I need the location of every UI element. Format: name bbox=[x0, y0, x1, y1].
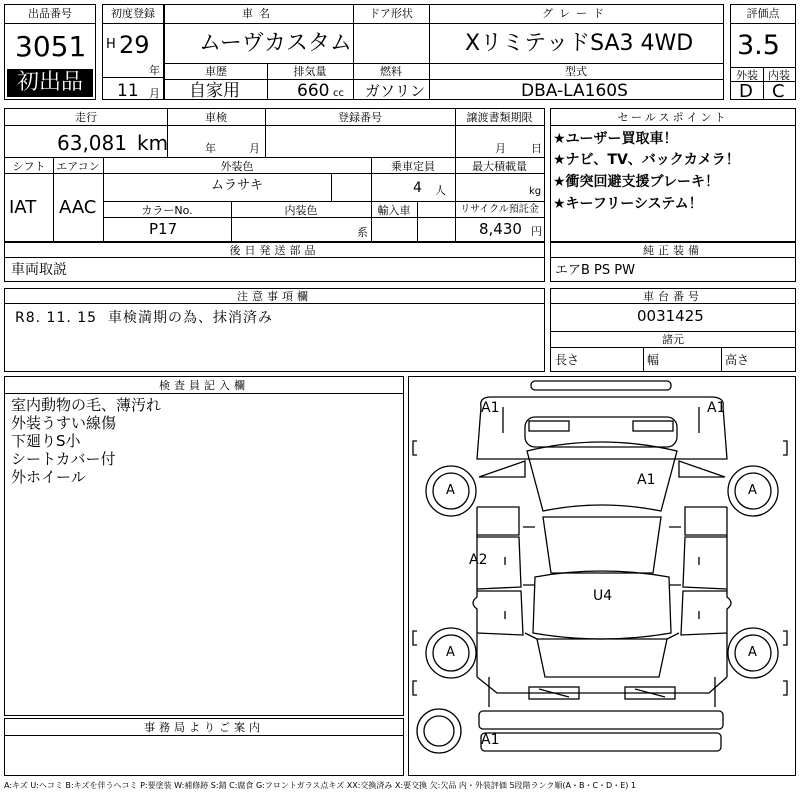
damage-rear: A1 bbox=[481, 732, 500, 748]
mileage-label: 走行 bbox=[75, 111, 97, 124]
score-box bbox=[730, 4, 796, 100]
inspector-line-4: シートカバー付 bbox=[11, 450, 116, 468]
color-value: ムラサキ bbox=[211, 178, 264, 193]
score-value: 3.5 bbox=[737, 30, 780, 61]
sales-point-2: ★ナビ、TV、バックカメラ！ bbox=[553, 152, 740, 168]
registration-year: 29 bbox=[119, 31, 150, 59]
height-label: 高さ bbox=[725, 353, 750, 367]
width-label: 幅 bbox=[647, 353, 660, 367]
mileage-value: 63,081 bbox=[57, 131, 127, 155]
shift-label: シフト bbox=[12, 160, 46, 173]
length-label: 長さ bbox=[555, 353, 580, 367]
capacity-value: 4 bbox=[413, 180, 422, 196]
sales-point-1: ★ユーザー買取車！ bbox=[553, 131, 678, 147]
capacity-label: 乗車定員 bbox=[391, 160, 435, 173]
transfer-day-unit: 日 bbox=[531, 142, 542, 155]
door-label: ドア形状 bbox=[369, 7, 413, 20]
transfer-label: 譲渡書類期限 bbox=[466, 111, 533, 124]
damage-diagram-box bbox=[408, 376, 796, 776]
car-name-label: 車名 bbox=[242, 7, 276, 20]
damage-left-side: A2 bbox=[469, 552, 488, 568]
damage-wheel-rl: A bbox=[446, 645, 455, 660]
chassis-title: 車台番号 bbox=[643, 290, 703, 303]
inspector-line-3: 下廻りS小 bbox=[11, 432, 81, 450]
mileage-unit: km bbox=[137, 131, 169, 155]
import-label: 輸入車 bbox=[377, 204, 411, 217]
inspection-year-unit: 年 bbox=[205, 142, 216, 155]
grade-label: グレード bbox=[542, 7, 610, 20]
grade-value: XリミテッドSA3 4WD bbox=[465, 31, 694, 56]
model-value: DBA-LA160S bbox=[521, 81, 628, 101]
later-parts-title: 後日発送部品 bbox=[229, 244, 320, 257]
inspector-line-5: 外ホイール bbox=[11, 468, 86, 486]
damage-front-right: A1 bbox=[707, 400, 726, 416]
later-parts-value: 車両取説 bbox=[11, 262, 67, 278]
genuine-equipment-box bbox=[550, 242, 796, 282]
genuine-equipment-title: 純正装備 bbox=[643, 244, 703, 257]
color-label: 外装色 bbox=[220, 160, 254, 173]
model-label: 型式 bbox=[565, 65, 587, 78]
genuine-equipment-value: エアB PS PW bbox=[555, 263, 635, 278]
lot-label: 出品番号 bbox=[28, 7, 72, 20]
office-title: 事務局よりご案内 bbox=[144, 721, 264, 734]
damage-front-left: A1 bbox=[481, 400, 500, 416]
capacity-unit: 人 bbox=[435, 184, 446, 197]
chassis-box bbox=[550, 288, 796, 372]
registration-label: 初度登録 bbox=[111, 7, 155, 20]
interior-color-label: 内装色 bbox=[284, 204, 318, 217]
inspector-title: 検査員記入欄 bbox=[159, 379, 249, 392]
dimensions-title: 諸元 bbox=[662, 333, 684, 346]
exterior-grade: D bbox=[739, 81, 753, 102]
vehicle-info-box bbox=[164, 4, 724, 100]
load-unit: kg bbox=[529, 186, 542, 197]
transfer-month-unit: 月 bbox=[495, 142, 506, 155]
era: H bbox=[106, 37, 116, 52]
color-no-label: カラーNo. bbox=[141, 204, 193, 217]
inspector-line-2: 外装うすい線傷 bbox=[11, 414, 117, 432]
interior-color-unit: 系 bbox=[357, 226, 368, 239]
registration-box bbox=[102, 4, 164, 100]
inspector-line-1: 室内動物の毛、薄汚れ bbox=[11, 396, 162, 414]
sales-point-3: ★衝突回避支援ブレーキ！ bbox=[553, 174, 719, 190]
month-unit: 月 bbox=[149, 87, 160, 100]
car-name: ムーヴカスタム bbox=[199, 31, 352, 56]
load-label: 最大積載量 bbox=[472, 160, 527, 173]
damage-wheel-rr: A bbox=[748, 645, 757, 660]
lot-number-box bbox=[4, 4, 96, 100]
chassis-value: 0031425 bbox=[637, 307, 704, 325]
reg-no-label: 登録番号 bbox=[338, 111, 382, 124]
notes-box bbox=[4, 288, 545, 372]
sales-point-4: ★キーフリーシステム！ bbox=[553, 196, 703, 212]
inspection-label: 車検 bbox=[205, 111, 227, 124]
history-label: 車歴 bbox=[205, 65, 227, 78]
history-value: 自家用 bbox=[189, 81, 240, 101]
first-listing-badge: 初出品 bbox=[7, 69, 93, 97]
recycle-unit: 円 bbox=[531, 225, 542, 238]
inspection-month-unit: 月 bbox=[249, 142, 260, 155]
score-label: 評価点 bbox=[746, 7, 780, 20]
exterior-label: 外装 bbox=[736, 69, 758, 82]
damage-wheel-fr: A bbox=[748, 483, 757, 498]
year-unit: 年 bbox=[149, 64, 160, 77]
ac-value: AAC bbox=[59, 197, 97, 218]
interior-grade: C bbox=[772, 81, 785, 102]
sales-points-box bbox=[550, 108, 796, 242]
car-diagram bbox=[409, 377, 795, 775]
later-parts-box bbox=[4, 242, 545, 282]
lot-number: 3051 bbox=[15, 30, 87, 63]
notes-value: R8. 11. 15 車検満期の為、抹消済み bbox=[15, 310, 273, 326]
displacement-value: 660 bbox=[297, 81, 330, 101]
registration-month: 11 bbox=[117, 81, 139, 101]
fuel-value: ガソリン bbox=[365, 82, 426, 100]
fuel-label: 燃料 bbox=[380, 65, 402, 78]
color-no-value: P17 bbox=[149, 220, 178, 238]
sales-points-title: セールスポイント bbox=[617, 111, 729, 124]
damage-cabin: U4 bbox=[593, 588, 613, 604]
damage-legend: A:キズ U:ヘコミ B:キズを伴うヘコミ P:要塗装 W:補修跡 S:錆 C:腐食 G:フロントガラス点キズ XX:交換済み X:要交換 欠:欠品 内・外装評価 5段階ランク順(A・B・C・D・E) 1 bbox=[4, 781, 637, 790]
displacement-label: 排気量 bbox=[293, 65, 327, 78]
interior-label: 内装 bbox=[768, 69, 790, 82]
office-box bbox=[4, 718, 404, 776]
recycle-value: 8,430 bbox=[479, 220, 522, 238]
damage-wheel-fl: A bbox=[446, 483, 455, 498]
inspector-box bbox=[4, 376, 404, 716]
recycle-label: リサイクル預託金 bbox=[460, 204, 539, 215]
shift-value: IAT bbox=[9, 197, 37, 218]
damage-roof: A1 bbox=[637, 472, 656, 488]
specs-box bbox=[4, 108, 545, 242]
displacement-unit: cc bbox=[333, 88, 344, 99]
ac-label: エアコン bbox=[56, 160, 100, 173]
notes-title: 注意事項欄 bbox=[237, 290, 312, 303]
